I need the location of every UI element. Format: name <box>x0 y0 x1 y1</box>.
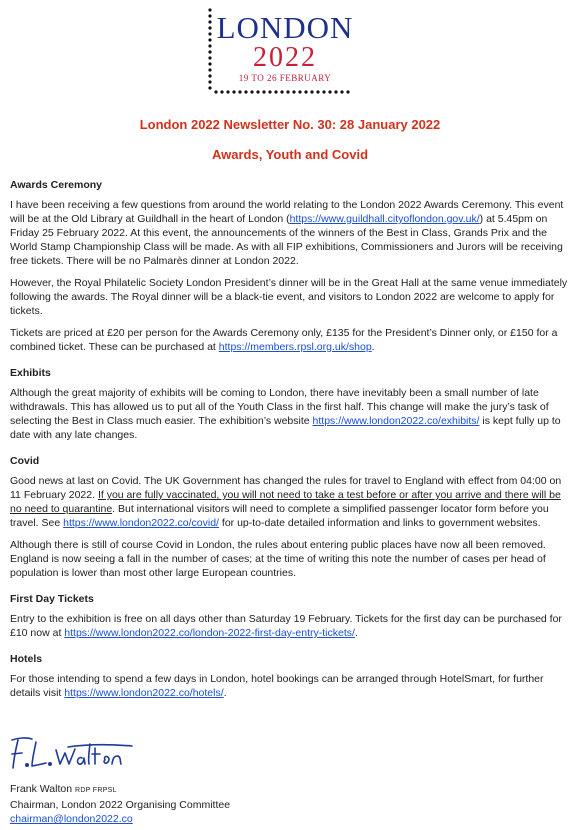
signer-postnominals: RDP FRPSL <box>74 787 117 794</box>
text-run: . <box>223 687 227 699</box>
section-heading-covid: Covid <box>10 455 40 467</box>
text-run: Although the great majority of exhibits will be coming to London, there have inevitably been a small number of late withdrawals. This has allowed us to put all of the Youth Class in the first half. This change will make the jury’s task of selecting the Best in Class much easier. The exhibition’s website <box>10 387 549 427</box>
newsletter-subtitle: Awards, Youth and Covid <box>211 147 369 162</box>
hotels-link[interactable]: https://www.london2022.co/hotels/ <box>64 687 224 699</box>
section-heading-first-day: First Day Tickets <box>10 593 94 605</box>
covid-link[interactable]: https://www.london2022.co/covid/ <box>63 517 219 529</box>
text-run: I have been receiving a few questions from around the world relating to the London 2022 Awards Ceremony. This event will be at the Old Library at Guildhall in the heart of London ( <box>10 199 564 225</box>
covid-paragraph-1 <box>10 474 570 530</box>
section-heading-awards: Awards Ceremony <box>10 179 103 191</box>
signer-role: Chairman, London 2022 Organising Committee <box>10 799 231 811</box>
guildhall-link[interactable]: https://www.guildhall.cityoflondon.gov.uk/ <box>289 213 480 225</box>
text-run: ) at 5.45pm on Friday 25 February 2022. At this event, the announcements of the winners of the Best in Class, Grands Prix and the World Stamp Championship Class will be made. As with all FIP exhibitions, Commissioners and Jurors will be receiving free tickets. There will be no Palmarès dinner at London 2022. <box>10 213 563 267</box>
covid-paragraph-2: Although there is still of course Covid in London, the rules about entering public places have now all been removed. England is now seeing a fall in the number of cases; at the time of writing this note the number of cases per head of population is lower than most other large European countries. <box>10 539 546 579</box>
section-heading-exhibits: Exhibits <box>10 367 51 379</box>
text-run: Entry to the exhibition is free on all days other than Saturday 19 February. Tickets for the first day can be purchased for £10 now at <box>10 613 562 639</box>
first-day-paragraph-1 <box>10 612 570 640</box>
logo-word: LONDON <box>216 10 354 45</box>
newsletter-body <box>10 116 570 708</box>
signer-name-line <box>10 782 230 798</box>
awards-paragraph-1 <box>10 198 570 268</box>
london-2022-logo <box>204 6 354 96</box>
exhibits-link[interactable]: https://www.london2022.co/exhibits/ <box>312 415 480 427</box>
hotels-paragraph-1 <box>10 672 570 700</box>
text-run: for up-to-date detailed information and links to government websites. <box>218 517 541 529</box>
awards-paragraph-2: However, the Royal Philatelic Society London President’s dinner will be in the Great Hall at the same venue immediately following the awards. The Royal dinner will be a black-tie event, and visitors to London 2022 are welcome to apply for tickets. <box>10 277 568 317</box>
text-run: . But international visitors will need to complete a simplified passenger locator form before you travel. See <box>10 503 549 529</box>
section-heading-hotels: Hotels <box>10 653 43 665</box>
signer-email-link[interactable]: chairman@london2022.co <box>10 813 133 825</box>
text-run: For those intending to spend a few days in London, hotel bookings can be arranged through HotelSmart, for further details visit <box>10 673 544 699</box>
rpsl-shop-link[interactable]: https://members.rpsl.org.uk/shop <box>218 341 372 353</box>
first-day-tickets-link[interactable]: https://www.london2022.co/london-2022-first-day-entry-tickets/ <box>64 627 355 639</box>
text-run: . <box>354 627 358 639</box>
text-run: Good news at last on Covid. The UK Government has changed the rules for travel to England with effect from 04:00 on 11 February 2022. <box>10 475 562 501</box>
logo-dates: 19 TO 26 FEBRUARY <box>238 73 332 83</box>
text-run: . <box>371 341 375 353</box>
logo-year: 2022 <box>253 42 317 73</box>
handwritten-signature <box>8 734 138 774</box>
exhibits-paragraph-1 <box>10 386 570 442</box>
newsletter-title: London 2022 Newsletter No. 30: 28 January 2022 <box>139 117 441 132</box>
text-run: is kept fully up to date with any late changes. <box>10 415 561 441</box>
awards-paragraph-3 <box>10 326 570 354</box>
signature-block <box>10 782 230 826</box>
underlined-text: If you are fully vaccinated, you will not need to take a test before or after you arrive and there will be no need to quarantine <box>10 489 561 515</box>
signer-name: Frank Walton <box>10 783 73 795</box>
text-run: Tickets are priced at £20 per person for the Awards Ceremony only, £135 for the President’s Dinner only, or £150 for a combined ticket. These can be purchased at <box>10 327 558 353</box>
